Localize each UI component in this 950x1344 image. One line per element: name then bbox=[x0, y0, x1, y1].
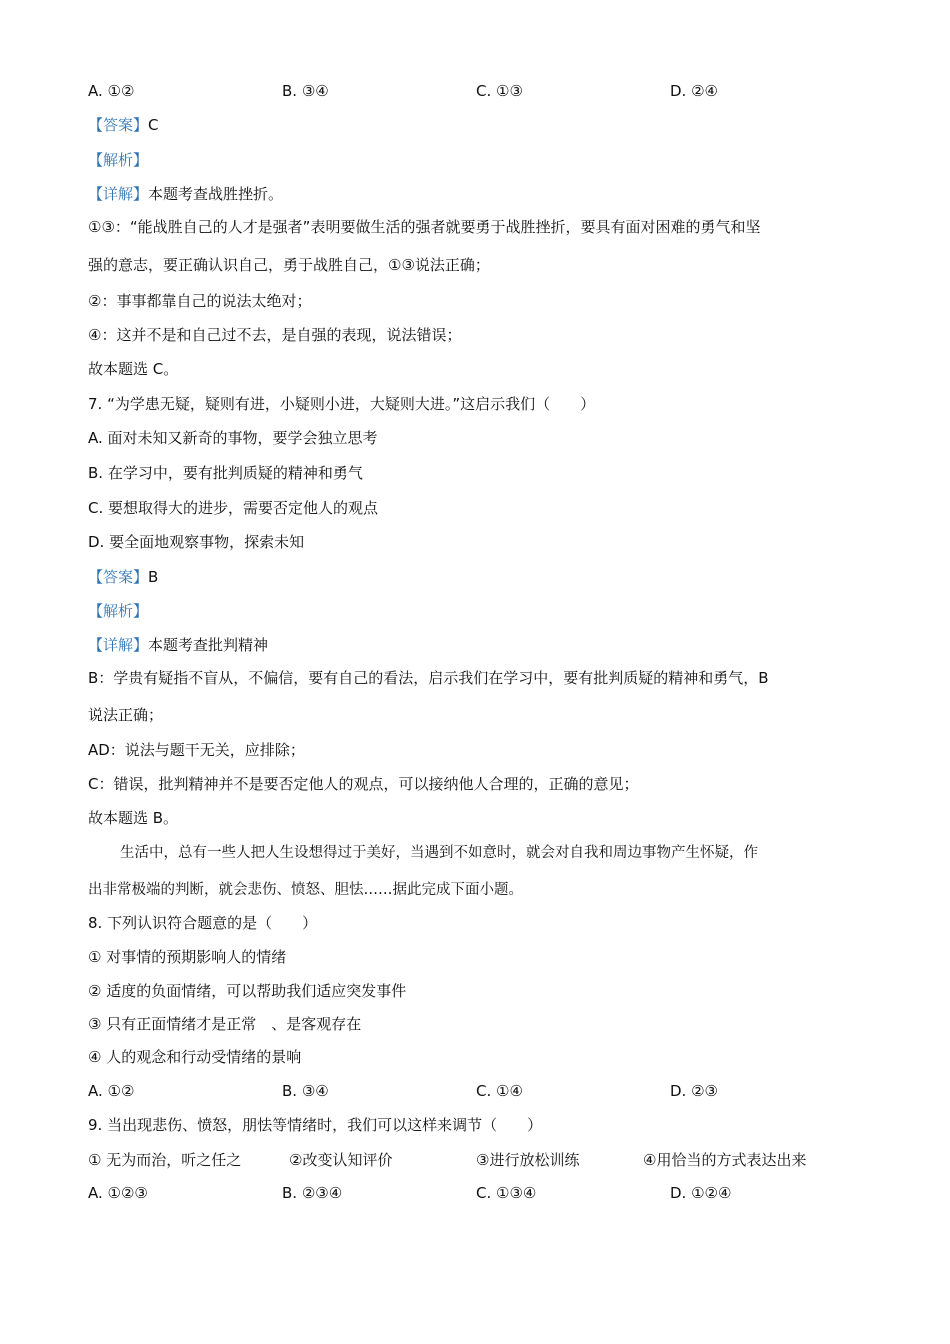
q7-detail-line bbox=[88, 635, 268, 655]
q6-detail-line: ①③：“能战胜自己的人才是强者”表明要做生活的强者就要勇于战胜挫折，要具有面对困难的勇气和坚 bbox=[88, 218, 761, 236]
q8-stem: 8. 下列认识符合题意的是（ ） bbox=[88, 914, 318, 932]
q7-detail-line: C：错误，批判精神并不是要否定他人的观点，可以接纳他人合理的，正确的意见； bbox=[88, 775, 639, 793]
q8-option-c: C. ①④ bbox=[476, 1082, 523, 1100]
q7-detail-line: 故本题选 B。 bbox=[88, 809, 179, 827]
answer-value: B bbox=[148, 568, 159, 586]
q9-option-c: C. ①③④ bbox=[476, 1184, 537, 1202]
q7-option-c: C. 要想取得大的进步，需要否定他人的观点 bbox=[88, 499, 379, 517]
detail-text: 本题考查批判精神 bbox=[148, 636, 269, 654]
q8-statement: ② 适度的负面情绪，可以帮助我们适应突发事件 bbox=[88, 982, 407, 1000]
q6-option-d: D. ②④ bbox=[670, 82, 718, 100]
q6-detail-line: 强的意志，要正确认识自己，勇于战胜自己，①③说法正确； bbox=[88, 256, 490, 274]
q6-detail-line bbox=[88, 184, 283, 204]
q9-statement: ②改变认知评价 bbox=[289, 1151, 393, 1169]
q8-statement: ④ 人的观念和行动受情绪的景响 bbox=[88, 1048, 302, 1066]
q9-statement: ③进行放松训练 bbox=[476, 1151, 580, 1169]
q7-detail-line: AD：说法与题干无关，应排除； bbox=[88, 741, 305, 759]
q7-option-d: D. 要全面地观察事物，探索未知 bbox=[88, 533, 305, 551]
q6-option-c: C. ①③ bbox=[476, 82, 523, 100]
q6-detail-line: ②：事事都靠自己的说法太绝对； bbox=[88, 292, 312, 310]
q8-statement: ① 对事情的预期影响人的情绪 bbox=[88, 948, 287, 966]
q6-analysis-tag: 【解析】 bbox=[88, 151, 149, 169]
answer-value: C bbox=[148, 116, 159, 134]
passage-line: 出非常极端的判断，就会悲伤、愤怒、胆怯……据此完成下面小题。 bbox=[88, 882, 523, 898]
q8-statement: ③ 只有正面情绪才是正常 、是客观存在 bbox=[88, 1015, 362, 1033]
detail-text: 本题考查战胜挫折。 bbox=[148, 185, 284, 203]
q8-option-b: B. ③④ bbox=[282, 1082, 329, 1100]
q7-option-b: B. 在学习中，要有批判质疑的精神和勇气 bbox=[88, 464, 363, 482]
q7-analysis-tag: 【解析】 bbox=[88, 602, 149, 620]
passage-line: 生活中，总有一些人把人生设想得过于美好，当遇到不如意时，就会对自我和周边事物产生怀疑，作 bbox=[120, 845, 758, 861]
detail-tag: 【详解】 bbox=[88, 185, 149, 203]
q9-statement: ① 无为而治，听之任之 bbox=[88, 1151, 242, 1169]
q6-detail-line: ④：这并不是和自己过不去，是自强的表现，说法错误； bbox=[88, 326, 462, 344]
q9-stem: 9. 当出现悲伤、愤怒，朋怯等情绪时，我们可以这样来调节（ ） bbox=[88, 1116, 543, 1134]
q9-option-b: B. ②③④ bbox=[282, 1184, 343, 1202]
q6-detail-line: 故本题选 C。 bbox=[88, 360, 179, 378]
q6-answer bbox=[88, 115, 159, 135]
q9-option-d: D. ①②④ bbox=[670, 1184, 732, 1202]
detail-tag: 【详解】 bbox=[88, 636, 149, 654]
q6-option-a: A. ①② bbox=[88, 82, 135, 100]
q7-detail-line: B：学贵有疑指不盲从，不偏信，要有自己的看法，启示我们在学习中，要有批判质疑的精神和勇气，B bbox=[88, 669, 769, 687]
q7-option-a: A. 面对未知又新奇的事物，要学会独立思考 bbox=[88, 429, 378, 447]
q7-detail-line: 说法正确； bbox=[88, 706, 164, 724]
q7-stem: 7. “为学患无疑，疑则有进，小疑则小进，大疑则大进。”这启示我们（ ） bbox=[88, 395, 596, 413]
q9-statement: ④用恰当的方式表达出来 bbox=[643, 1151, 807, 1169]
q8-option-a: A. ①② bbox=[88, 1082, 135, 1100]
answer-tag: 【答案】 bbox=[88, 116, 149, 134]
q6-option-b: B. ③④ bbox=[282, 82, 329, 100]
q9-option-a: A. ①②③ bbox=[88, 1184, 148, 1202]
q8-option-d: D. ②③ bbox=[670, 1082, 718, 1100]
q7-answer bbox=[88, 567, 158, 587]
answer-tag: 【答案】 bbox=[88, 568, 149, 586]
